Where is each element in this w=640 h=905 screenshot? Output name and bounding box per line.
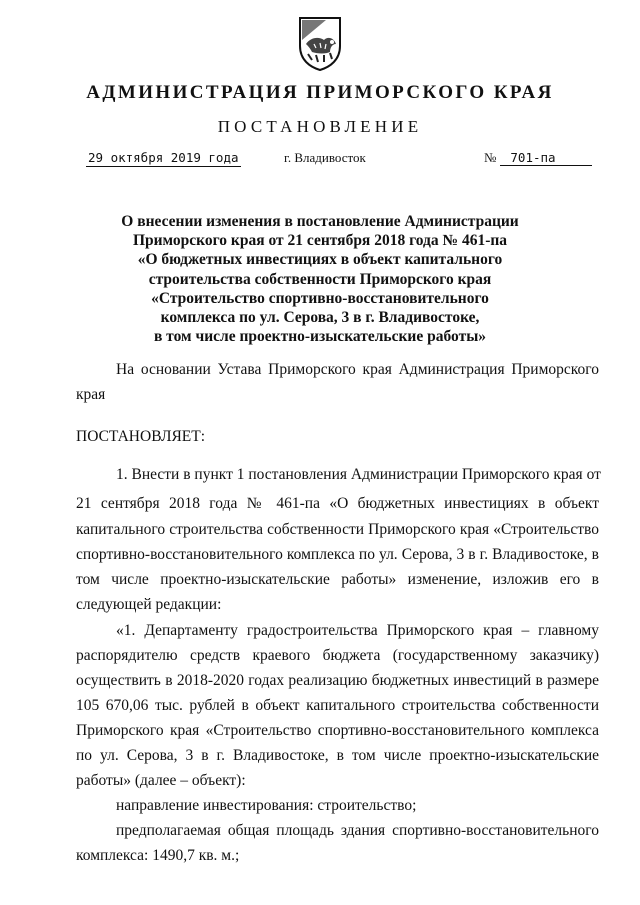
paragraph-line: комплекса: 1490,7 кв. м.; — [76, 847, 240, 864]
title-line: комплекса по ул. Серова, 3 в г. Владивостоке, — [160, 309, 480, 327]
paragraph-line: Приморского края «Строительство спортивно-восстановительного комплекса — [76, 722, 599, 739]
paragraph-line: распорядителю средств краевого бюджета (государственному заказчику) — [76, 647, 599, 664]
preamble-line: края — [76, 386, 106, 403]
organization-name: АДМИНИСТРАЦИЯ ПРИМОРСКОГО КРАЯ — [86, 82, 554, 103]
title-line: «Строительство спортивно-восстановительного — [151, 289, 489, 307]
document-type: ПОСТАНОВЛЕНИЕ — [217, 117, 423, 136]
paragraph-line: следующей редакции: — [76, 596, 222, 613]
number-label: № — [484, 150, 497, 165]
document-number — [484, 150, 592, 166]
document-date: 29 октября 2019 года — [88, 150, 239, 165]
paragraph-line: «1. Департаменту градостроительства Приморского края – главному — [116, 622, 599, 639]
title-line: О внесении изменения в постановление Администрации — [121, 213, 519, 230]
paragraph-line: предполагаемая общая площадь здания спортивно-восстановительного — [116, 822, 599, 839]
document-city: г. Владивосток — [284, 150, 366, 165]
paragraph-line: том числе проектно-изыскательские работы» изменение, изложив его в — [76, 571, 599, 588]
paragraph-line: 105 670,06 тыс. рублей в объект капитального строительства собственности — [76, 697, 599, 714]
preamble-line: На основании Устава Приморского края Администрация Приморского — [116, 361, 599, 378]
coat-of-arms-icon — [296, 14, 344, 72]
title-line: «О бюджетных инвестициях в объект капитального — [137, 251, 503, 269]
paragraph-line: капитального строительства собственности Приморского края «Строительство — [76, 521, 599, 538]
paragraph-line: спортивно-восстановительного комплекса по ул. Серова, 3 в г. Владивостоке, в — [76, 546, 599, 563]
document-title — [80, 212, 560, 346]
paragraph-line: по ул. Серова, 3 в г. Владивостоке, в том числе проектно-изыскательские — [76, 747, 599, 764]
resolves-heading: ПОСТАНОВЛЯЕТ: — [76, 428, 206, 445]
paragraph-line: работы» (далее – объект): — [76, 772, 246, 789]
number-value: 701-па — [500, 150, 592, 166]
paragraph-line: осуществить в 2018-2020 годах реализацию бюджетных инвестиций в размере — [76, 672, 599, 689]
title-line: строительства собственности Приморского края — [148, 270, 492, 288]
paragraph-line: направление инвестирования: строительство; — [116, 797, 417, 814]
paragraph-line: 1. Внести в пункт 1 постановления Администрации Приморского края от — [116, 466, 601, 483]
title-line: Приморского края от 21 сентября 2018 года № 461-па — [132, 232, 508, 250]
paragraph-line: 21 сентября 2018 года № 461-па «О бюджетных инвестициях в объект — [76, 495, 599, 512]
title-line: в том числе проектно-изыскательские работы» — [153, 328, 487, 346]
